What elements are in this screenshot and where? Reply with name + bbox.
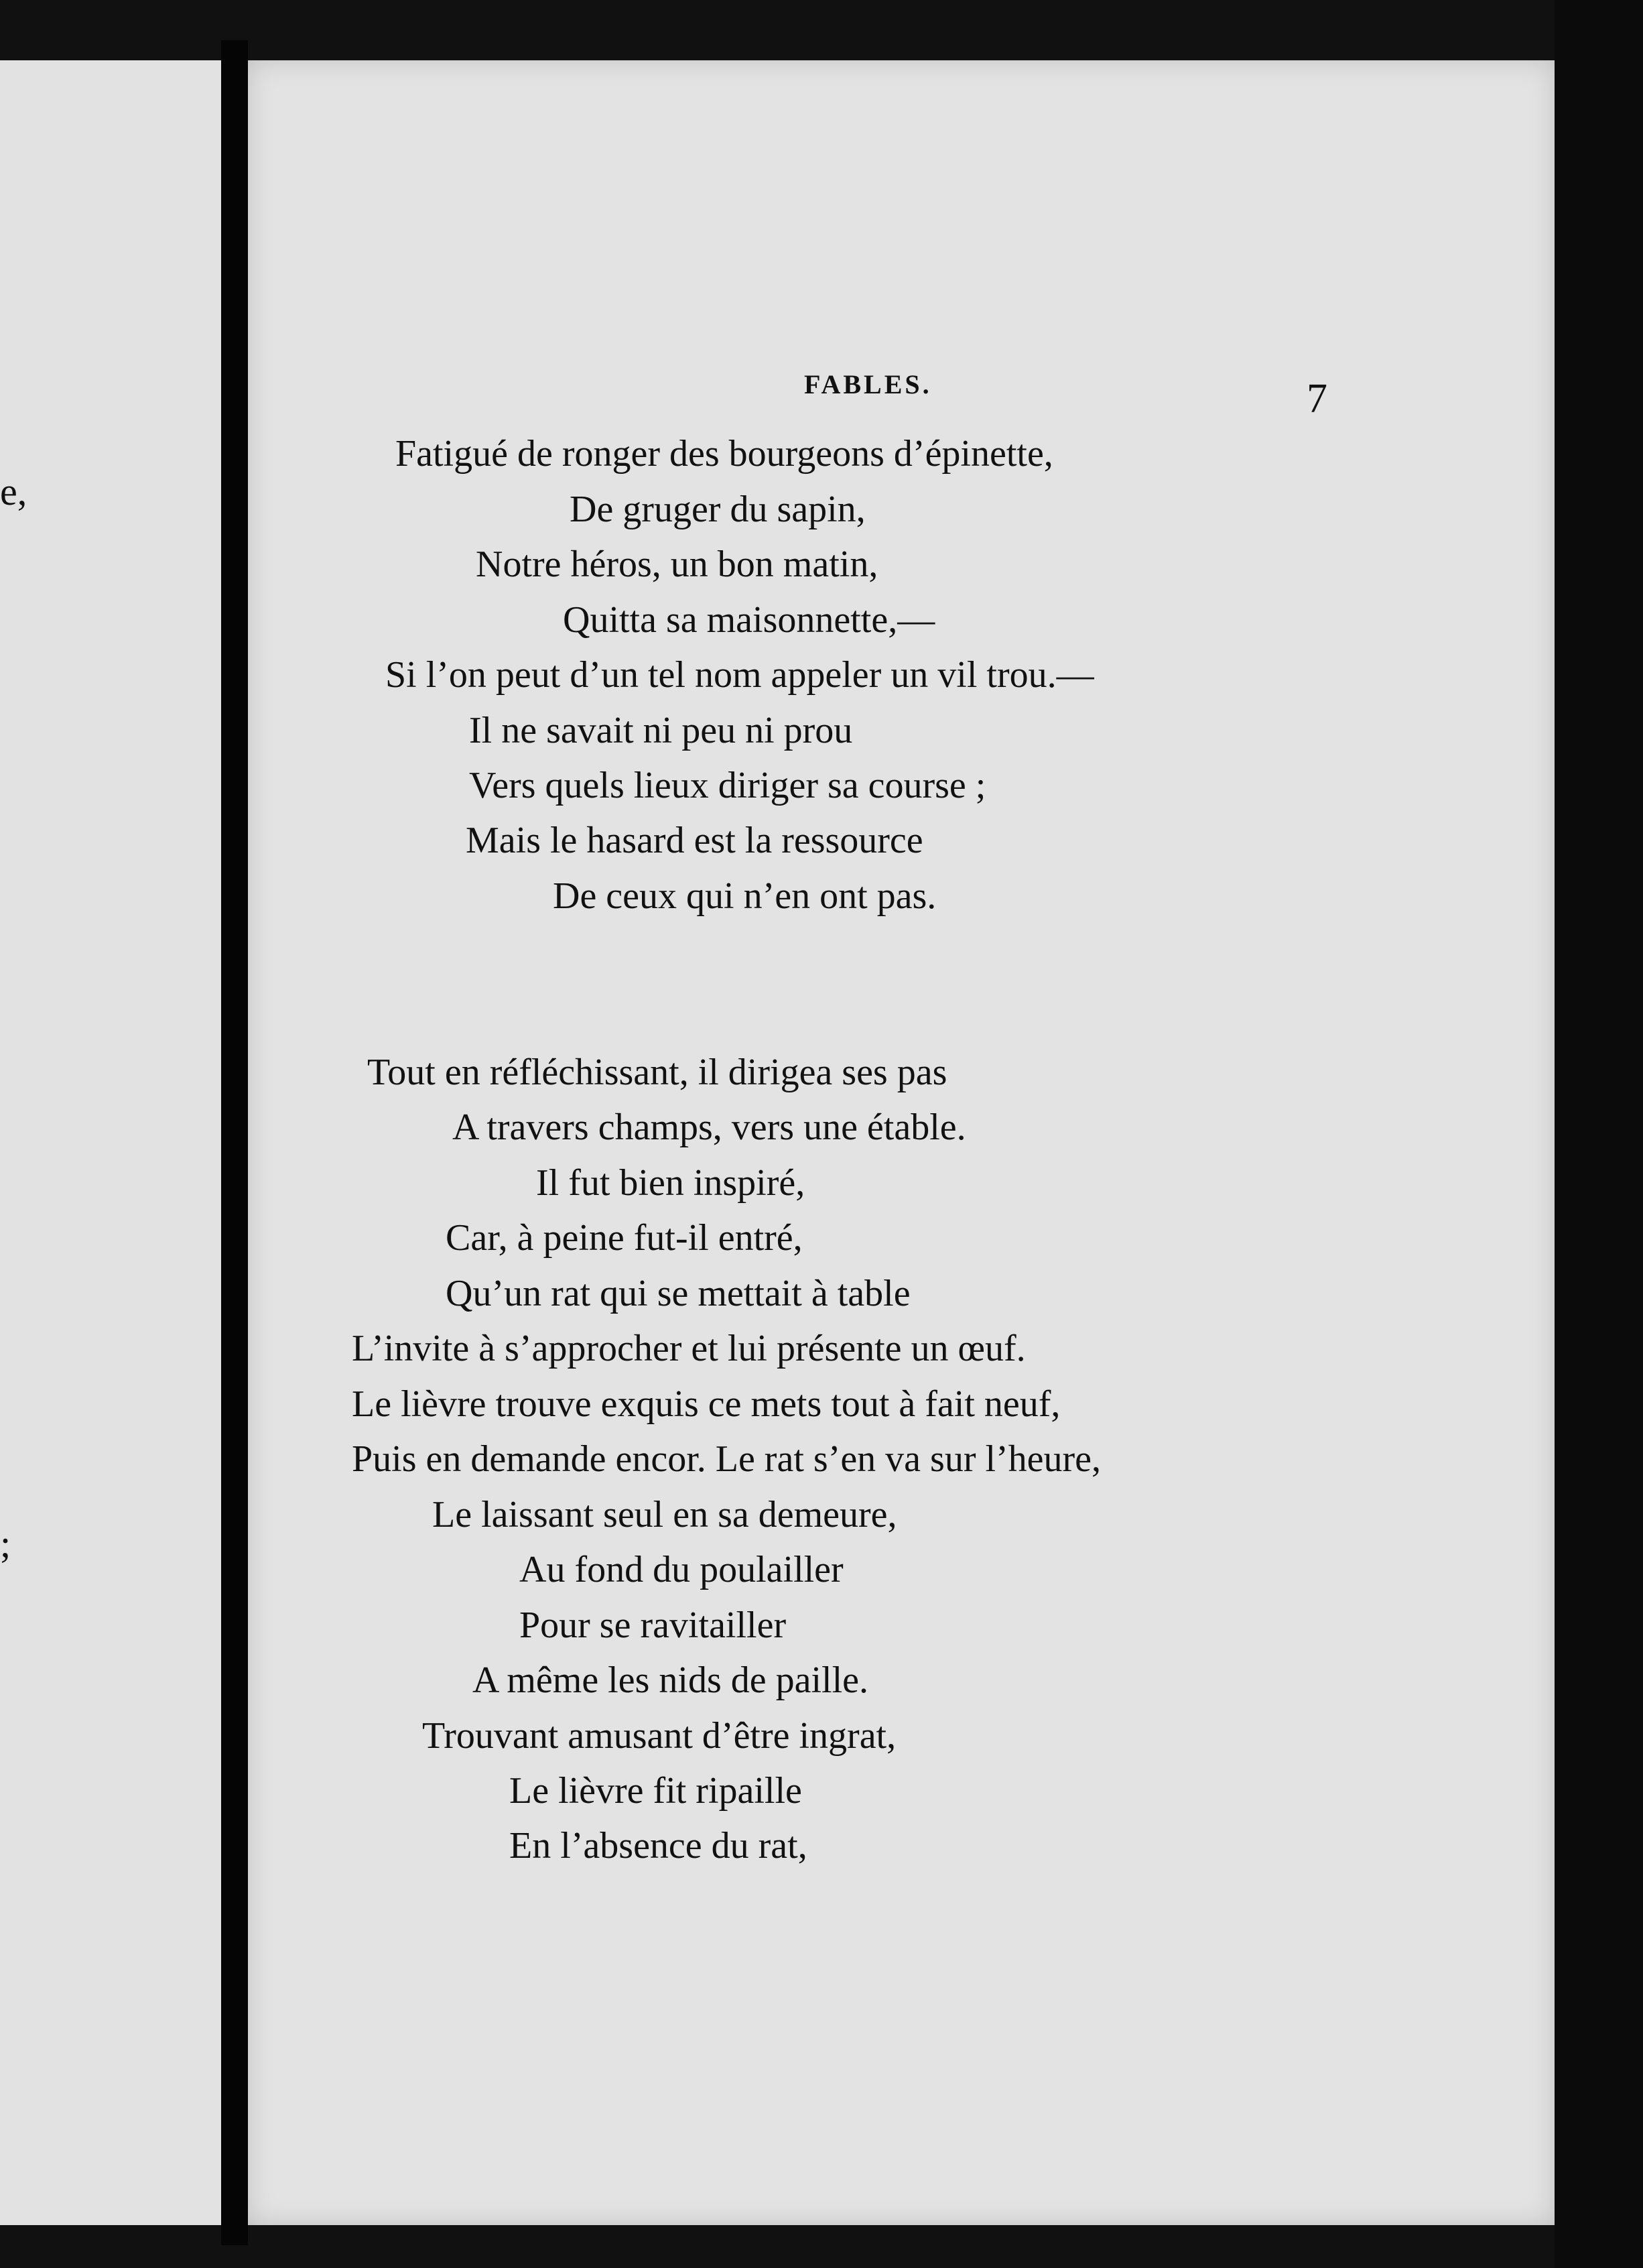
verse-line: Le lièvre fit ripaille [509, 1770, 802, 1812]
verse-line: Au fond du poulailler [519, 1549, 844, 1590]
verse-line: Pour se ravitailler [519, 1604, 787, 1646]
page-number: 7 [1307, 376, 1327, 422]
verse-line: De ceux qui n’en ont pas. [553, 875, 937, 917]
verse-line: Fatigué de ronger des bourgeons d’épinette, [395, 433, 1053, 475]
verse-line: Puis en demande encor. Le rat s’en va sur l’heure, [352, 1438, 1102, 1480]
verse-line: Quitta sa maisonnette,— [563, 599, 935, 641]
verse-line: Le laissant seul en sa demeure, [432, 1494, 897, 1535]
verse-line: Qu’un rat qui se mettait à table [446, 1273, 911, 1314]
verse-line: Si l’on peut d’un tel nom appeler un vil trou.— [385, 654, 1094, 696]
running-header: FABLES. [804, 369, 932, 399]
left-margin-text-top: e, [0, 470, 27, 513]
verse-line: A même les nids de paille. [472, 1659, 868, 1701]
verse-line: Mais le hasard est la ressource [466, 820, 923, 861]
verse-line: Le lièvre trouve exquis ce mets tout à fait neuf, [352, 1383, 1061, 1425]
verse-line: En l’absence du rat, [509, 1825, 807, 1867]
verse-line: Vers quels lieux diriger sa course ; [469, 765, 986, 806]
verse-line: Car, à peine fut-il entré, [446, 1217, 803, 1259]
scan-background-edge [1555, 0, 1643, 2268]
verse-line: A travers champs, vers une étable. [452, 1107, 966, 1148]
left-page-fragment [0, 60, 221, 2225]
verse-line: Il ne savait ni peu ni prou [469, 710, 853, 751]
verse-line: Il fut bien inspiré, [536, 1162, 805, 1204]
verse-line: L’invite à s’approcher et lui présente un œuf. [352, 1328, 1026, 1369]
verse-line: Trouvant amusant d’être ingrat, [422, 1715, 897, 1757]
verse-line: Notre héros, un bon matin, [476, 544, 878, 585]
left-margin-text-bottom: ; [0, 1522, 11, 1566]
verse-line: De gruger du sapin, [570, 489, 866, 530]
verse-line: Tout en réfléchissant, il dirigea ses pas [367, 1052, 947, 1093]
page-gutter [221, 40, 248, 2245]
